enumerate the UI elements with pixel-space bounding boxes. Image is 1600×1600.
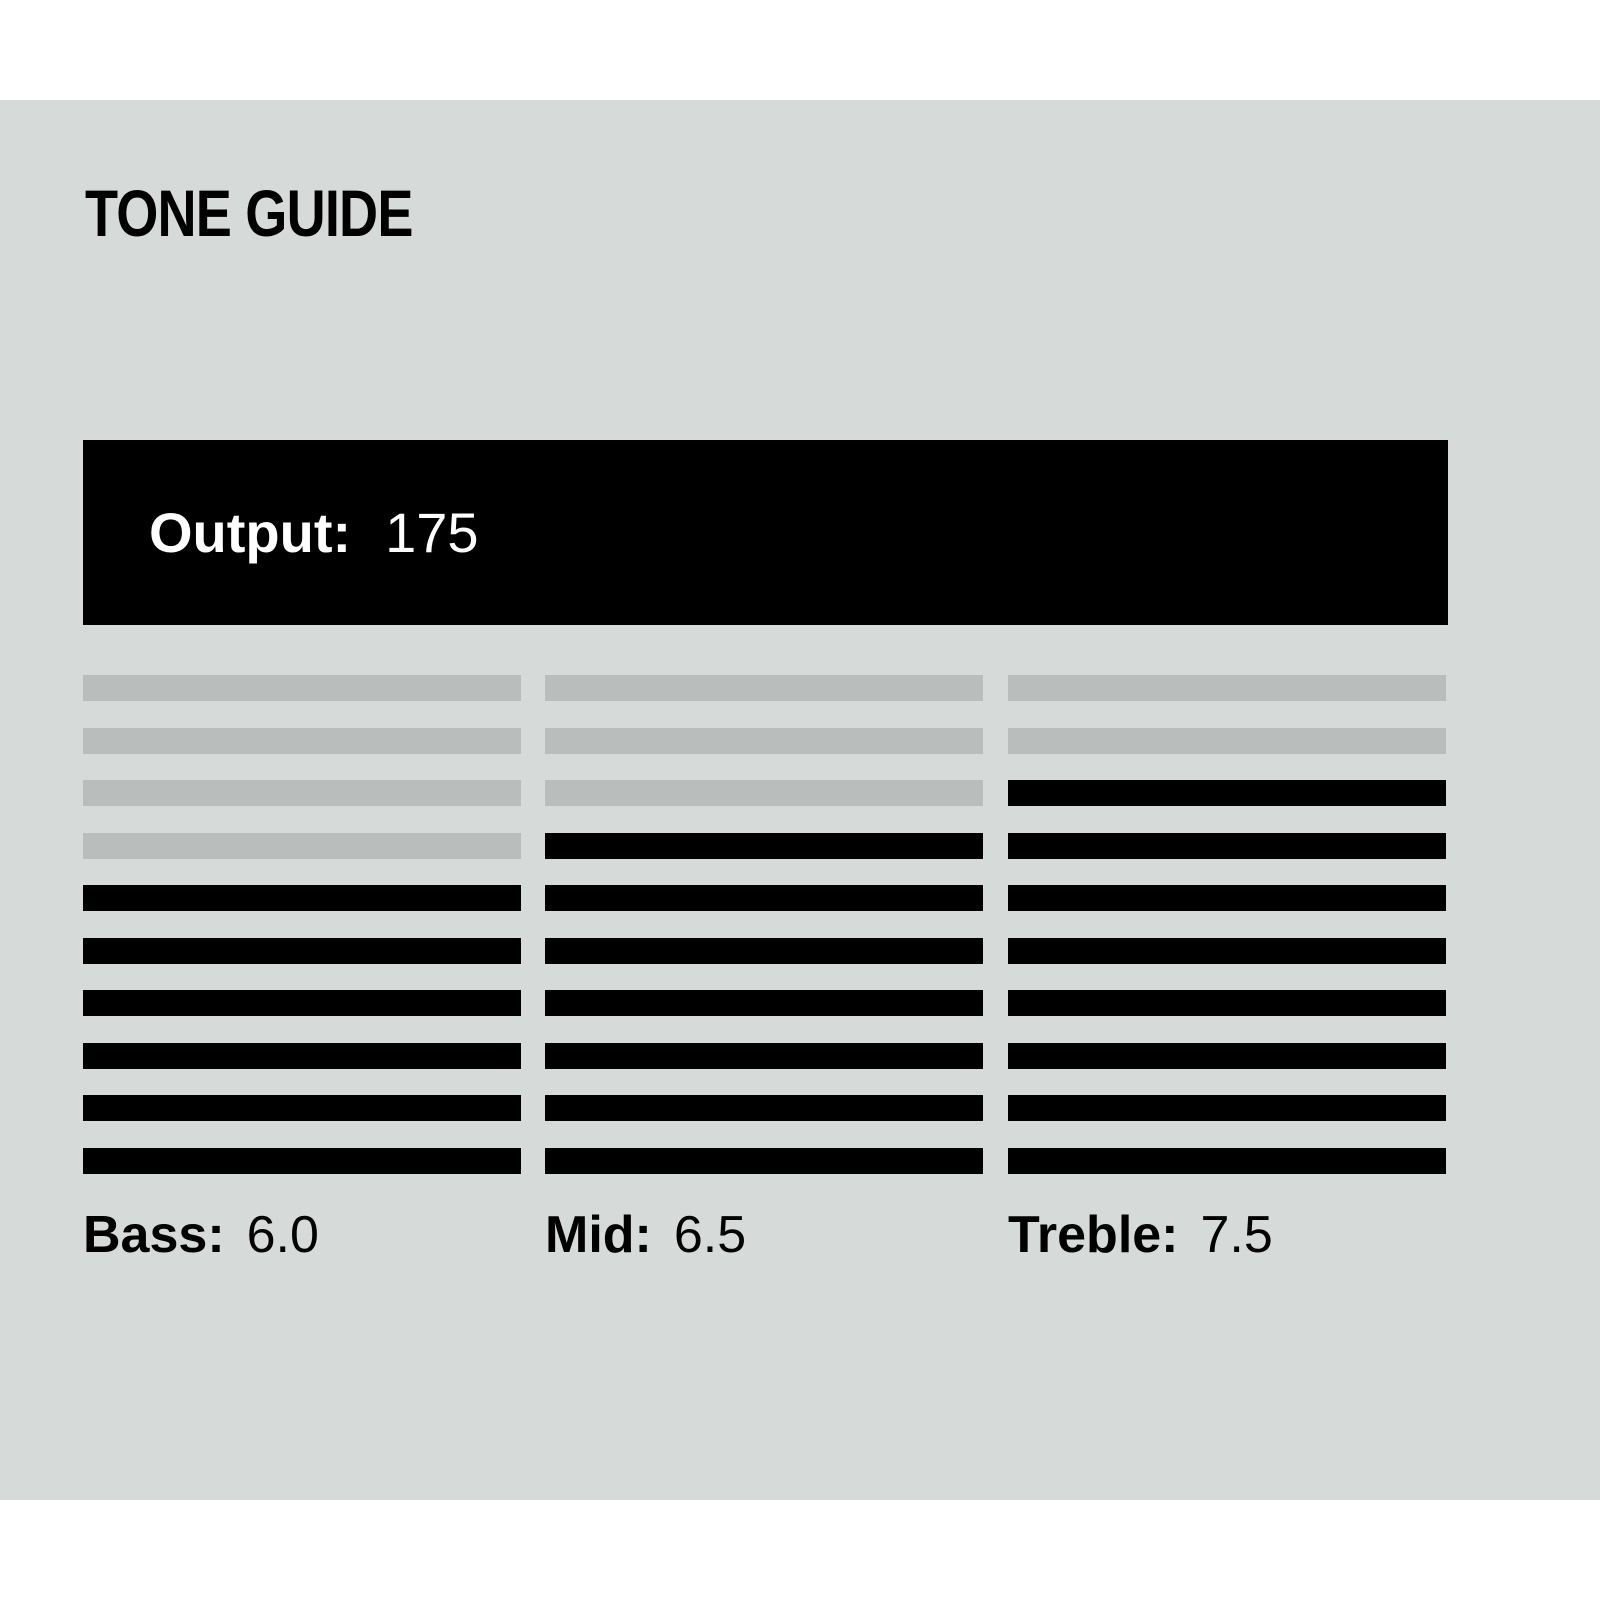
meter-segment (83, 1043, 521, 1069)
meter-bass[interactable] (83, 675, 521, 1175)
meter-segment (1008, 990, 1446, 1016)
meter-segment (545, 990, 983, 1016)
meter-label-mid (545, 1205, 746, 1265)
meter-segment (545, 780, 983, 806)
meter-segment (83, 728, 521, 754)
meter-segment (83, 1148, 521, 1174)
meter-segment (83, 885, 521, 911)
meter-segment (1008, 833, 1446, 859)
meter-segment (545, 885, 983, 911)
meter-segment (83, 938, 521, 964)
output-readout (83, 440, 1448, 625)
meter-segment (1008, 885, 1446, 911)
meter-segment (545, 675, 983, 701)
meter-segment (545, 1095, 983, 1121)
meter-segment (1008, 1043, 1446, 1069)
meter-label-treble-text: Treble: (1008, 1206, 1179, 1264)
meter-value-bass: 6.0 (246, 1206, 319, 1264)
meter-segment (1008, 728, 1446, 754)
meter-mid[interactable] (545, 675, 983, 1175)
meter-label-bass (83, 1205, 319, 1265)
output-label: Output: (149, 501, 352, 564)
meter-segment (545, 833, 983, 859)
page-title: TONE GUIDE (85, 176, 413, 250)
meter-labels (83, 1205, 1483, 1275)
meter-label-treble (1008, 1205, 1273, 1265)
meter-group (83, 675, 1448, 1175)
meter-label-bass-text: Bass: (83, 1206, 225, 1264)
meter-segment (545, 1148, 983, 1174)
meter-segment (1008, 1095, 1446, 1121)
meter-value-mid: 6.5 (673, 1206, 747, 1264)
meter-segment (1008, 938, 1446, 964)
meter-segment (1008, 780, 1446, 806)
meter-segment (545, 938, 983, 964)
meter-segment (1008, 1148, 1446, 1174)
meter-label-mid-text: Mid: (545, 1206, 652, 1264)
meter-segment (545, 1043, 983, 1069)
meter-treble[interactable] (1008, 675, 1446, 1175)
meter-segment (83, 1095, 521, 1121)
meter-segment (83, 780, 521, 806)
meter-segment (545, 728, 983, 754)
tone-guide-panel (0, 100, 1600, 1500)
meter-segment (1008, 675, 1446, 701)
meter-segment (83, 675, 521, 701)
meter-segment (83, 833, 521, 859)
output-value: 175 (385, 501, 479, 564)
meter-segment (83, 990, 521, 1016)
meter-value-treble: 7.5 (1200, 1206, 1273, 1264)
